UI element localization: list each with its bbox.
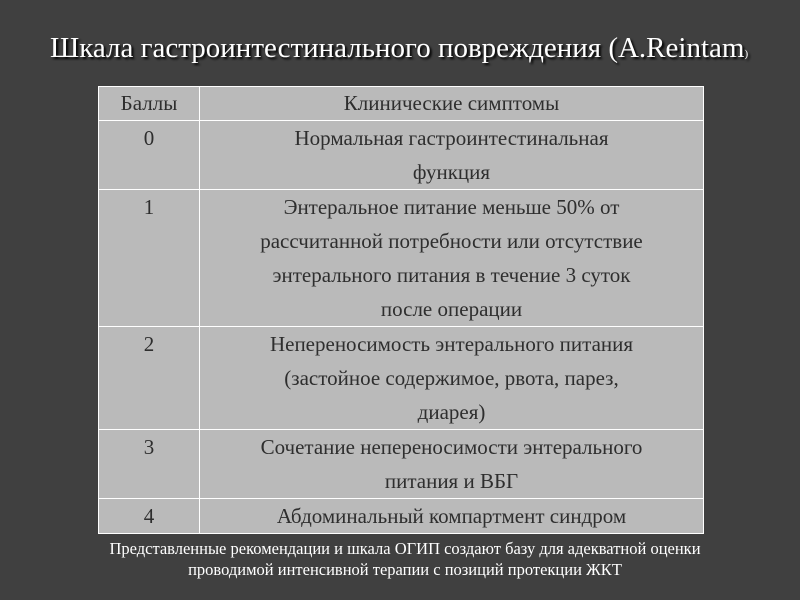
- table-row: [99, 499, 704, 534]
- symptoms-cell: [200, 430, 704, 499]
- reintam-score-table: [98, 86, 704, 534]
- slide-title-text: Шкала гастроинтестинального повреждения (A.Reintam: [50, 32, 745, 64]
- table-row: [99, 121, 704, 190]
- table-row: [99, 190, 704, 327]
- symptoms-cell: [200, 499, 704, 534]
- score-cell: 1: [99, 190, 200, 327]
- symptoms-line: Сочетание непереносимости энтерального: [260, 435, 643, 459]
- table-row: [99, 430, 704, 499]
- symptoms-cell: [200, 121, 704, 190]
- symptoms-line: Непереносимость энтерального питания: [269, 332, 634, 356]
- symptoms-line: функция: [412, 160, 491, 184]
- symptoms-cell: [200, 190, 704, 327]
- slide-title: [50, 28, 800, 74]
- slide-title-paren: ): [744, 48, 749, 60]
- symptoms-line: после операции: [380, 297, 523, 321]
- table-row: [99, 327, 704, 430]
- score-cell: 3: [99, 430, 200, 499]
- symptoms-line: Энтеральное питание меньше 50% от: [283, 195, 620, 219]
- symptoms-line: Абдоминальный компартмент синдром: [276, 504, 627, 528]
- footnote-line: проводимой интенсивной терапии с позиций протекции ЖКТ: [188, 560, 622, 579]
- symptoms-line: Нормальная гастроинтестинальная: [294, 126, 609, 150]
- symptoms-cell: [200, 327, 704, 430]
- score-cell: 0: [99, 121, 200, 190]
- symptoms-line: диарея): [417, 400, 486, 424]
- table-header-row: [99, 87, 704, 121]
- symptoms-line: энтерального питания в течение 3 суток: [272, 263, 631, 287]
- score-cell: 2: [99, 327, 200, 430]
- score-cell: 4: [99, 499, 200, 534]
- footnote: [40, 538, 770, 580]
- footnote-line: Представленные рекомендации и шкала ОГИП создают базу для адекватной оценки: [109, 539, 701, 558]
- header-symptoms: Клинические симптомы: [200, 87, 704, 121]
- symptoms-line: питания и ВБГ: [384, 469, 519, 493]
- table-header: [99, 87, 704, 121]
- table-body: [99, 121, 704, 534]
- symptoms-line: (застойное содержимое, рвота, парез,: [284, 366, 619, 390]
- symptoms-line: рассчитанной потребности или отсутствие: [260, 229, 643, 253]
- header-score: Баллы: [99, 87, 200, 121]
